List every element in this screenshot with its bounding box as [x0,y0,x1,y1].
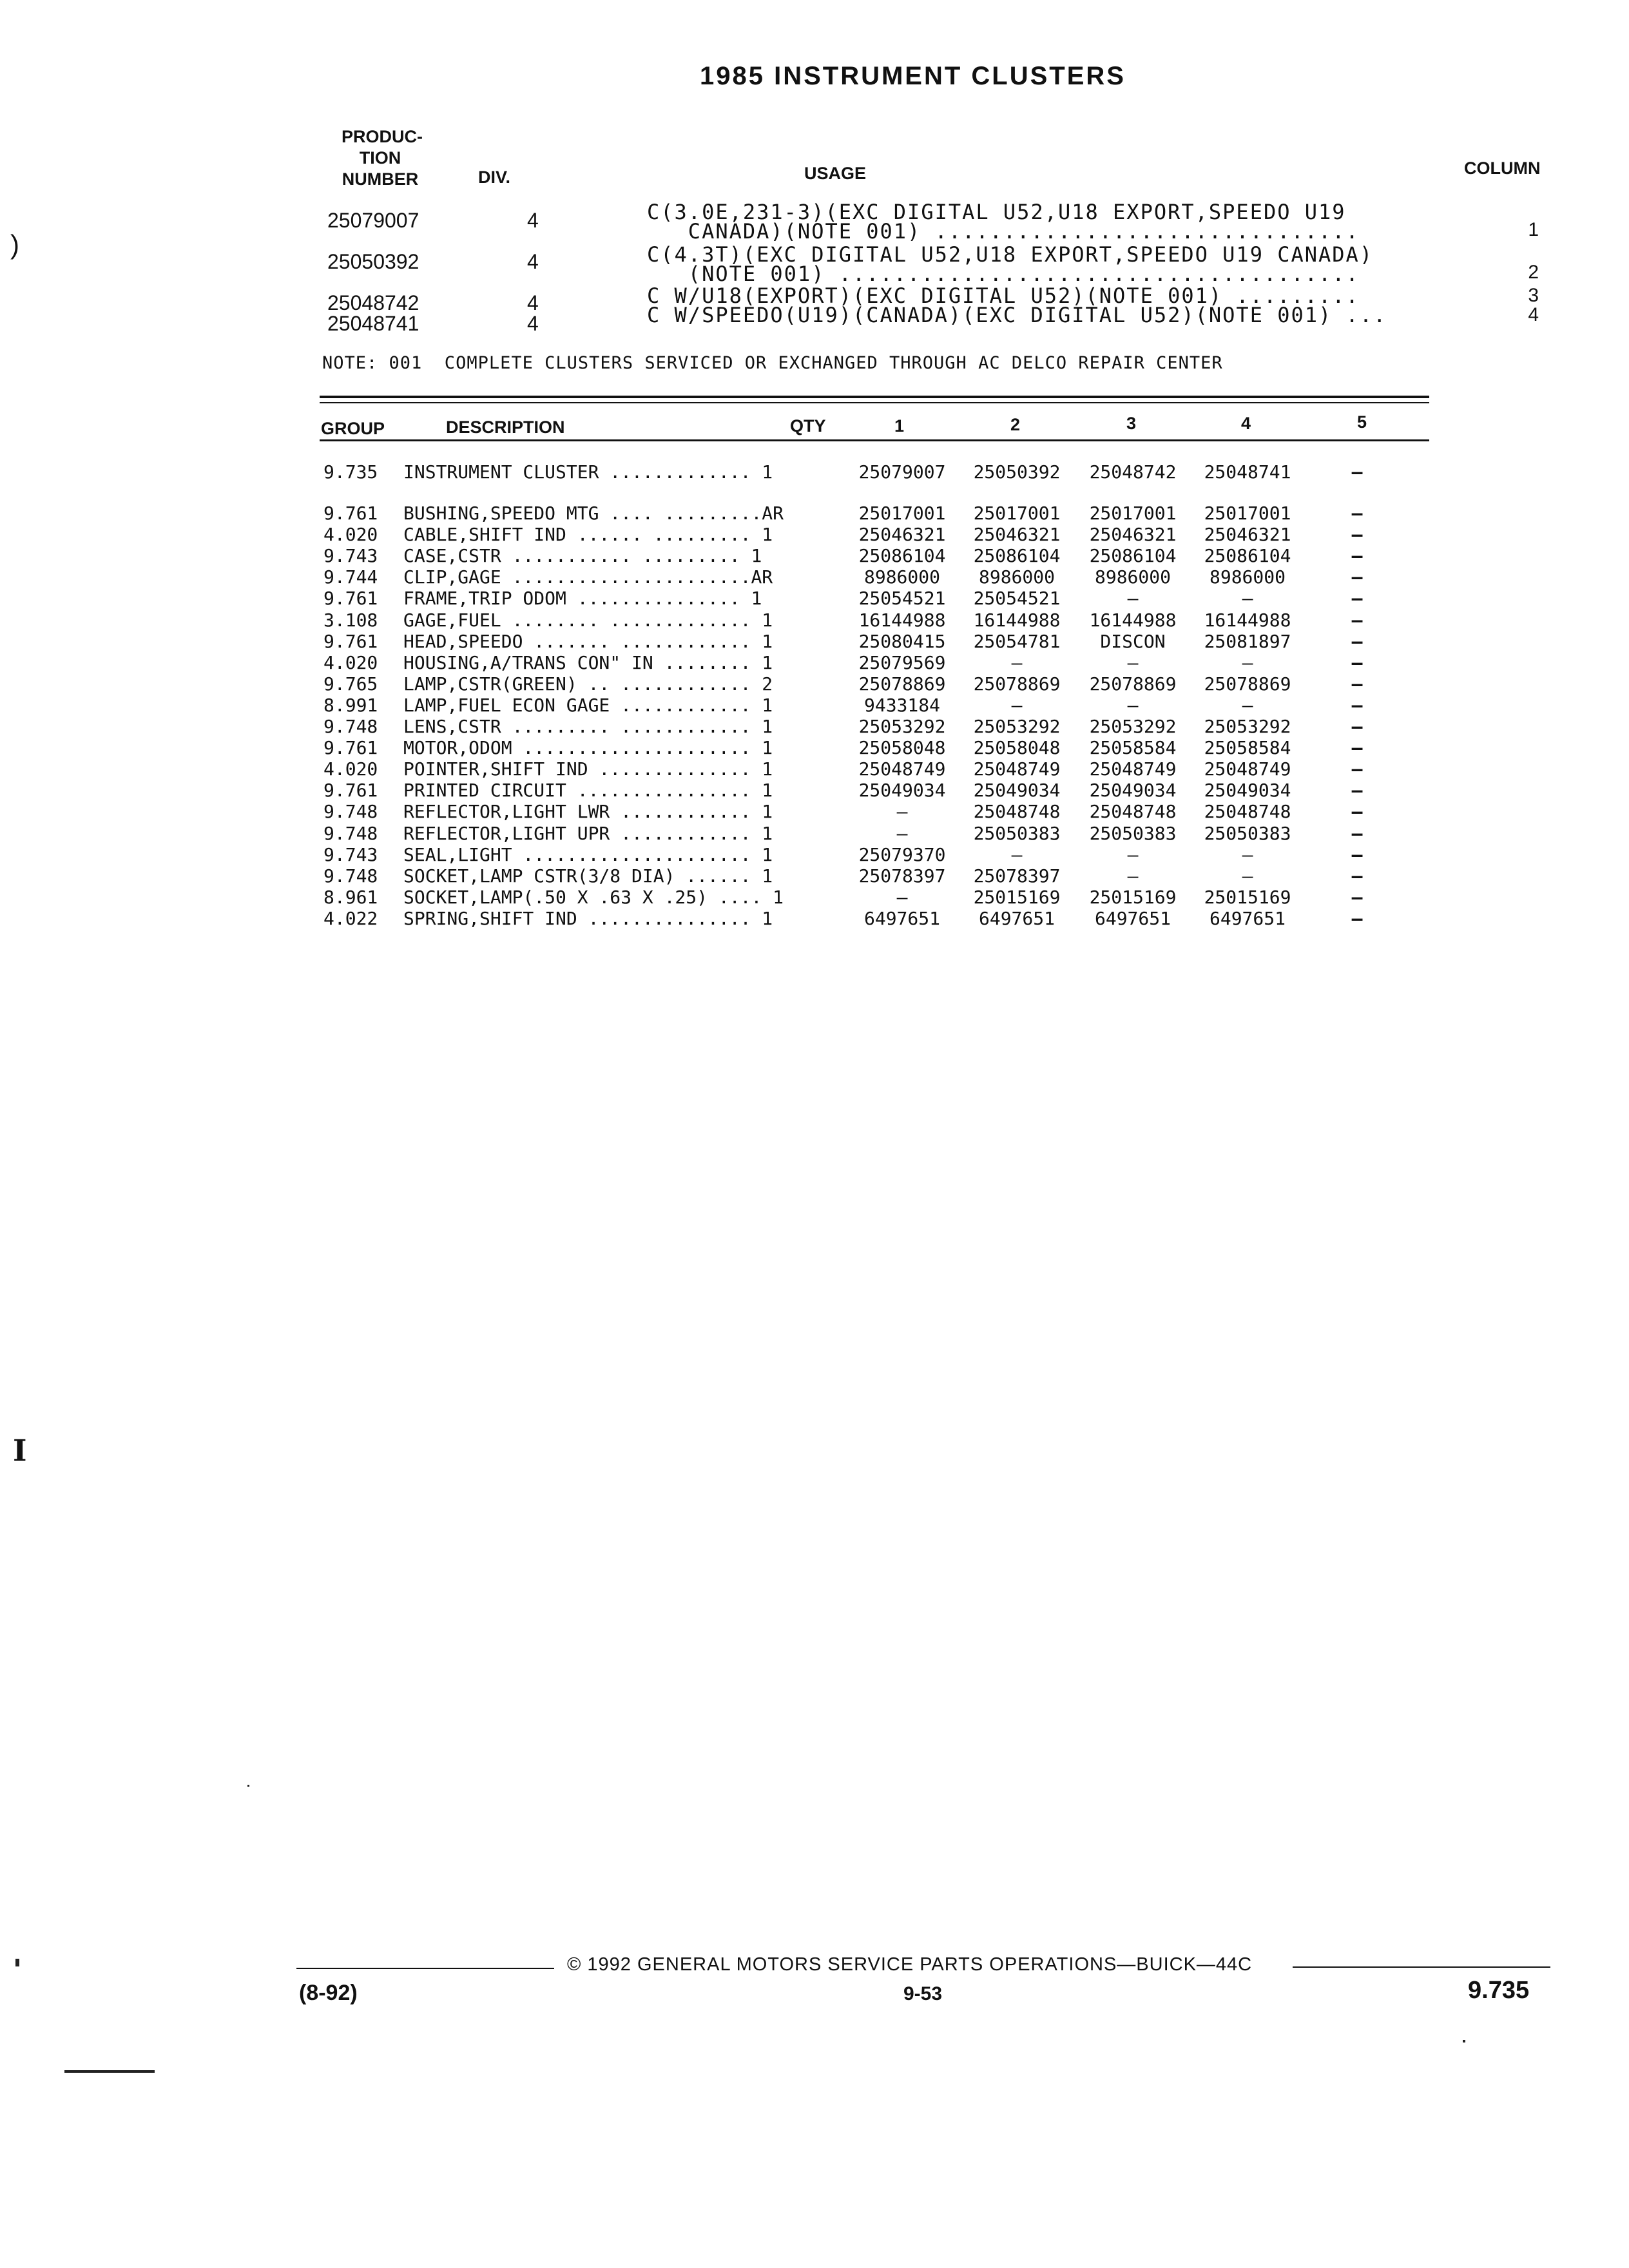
usage-text: C(4.3T)(EXC DIGITAL U52,U18 EXPORT,SPEEDO U19 CANADA) (NOTE 001) ...................................... [647,242,1374,286]
cell-group: 9.744 [323,566,378,588]
scan-speck [1463,2040,1465,2042]
table-row [0,758,1629,780]
cell-col-5: — [1351,566,1363,588]
header-qty: QTY [790,416,826,436]
cell-col-5: — [1351,673,1363,695]
cell-col-2: 25048748 [973,801,1061,823]
cell-col-5: — [1351,609,1363,631]
cell-col-4: 25086104 [1204,545,1291,567]
table-row [0,780,1629,801]
cell-col-3: 25049034 [1089,780,1177,802]
cell-col-5: — [1351,737,1363,759]
cell-col-4: 25048741 [1204,461,1291,483]
cell-description: LAMP,FUEL ECON GAGE ............ 1 [403,694,773,716]
cell-description: LENS,CSTR ......... ............ 1 [403,716,773,737]
cell-col-5: — [1351,716,1363,737]
table-row [0,610,1629,631]
table-header-rule [320,439,1429,441]
usage-column: 3 [1528,285,1539,306]
cell-group: 9.748 [323,822,378,844]
cell-col-3: 25086104 [1089,545,1177,567]
cell-col-5: — [1351,545,1363,567]
cell-col-2: 25050383 [973,822,1061,844]
cell-col-2: 25050392 [973,461,1061,483]
cell-col-3: 25048748 [1089,801,1177,823]
cell-col-2: 25086104 [973,545,1061,567]
table-row [0,673,1629,695]
footer-rule-right [1293,1966,1550,1968]
cell-col-3: — [1127,588,1139,610]
cell-col-4: 8986000 [1209,566,1286,588]
header-description: DESCRIPTION [446,418,565,437]
cell-group: 8.991 [323,694,378,716]
cell-group: 9.761 [323,630,378,652]
cell-col-1: 25046321 [858,524,946,546]
cell-col-1: 25080415 [858,630,946,652]
cell-col-5: — [1351,694,1363,716]
header-production-number: PRODUC- TION NUMBER [342,127,423,189]
cell-col-1: 9433184 [863,694,940,716]
scan-speck [15,1959,19,1966]
cell-col-1: 25017001 [858,503,946,524]
cell-col-1: — [896,886,908,908]
cell-col-1: 25086104 [858,545,946,567]
cell-description: REFLECTOR,LIGHT UPR ............ 1 [403,822,773,844]
header-column: COLUMN [1464,159,1541,178]
cell-col-1: 25078869 [858,673,946,695]
cell-col-1: 25078397 [858,865,946,887]
cell-col-3: 25015169 [1089,886,1177,908]
table-row [0,545,1629,566]
cell-col-5: — [1351,907,1363,929]
cell-col-4: 25015169 [1204,886,1291,908]
cell-col-5: — [1351,780,1363,802]
cell-col-4: 25017001 [1204,503,1291,524]
usage-number: 25048742 [327,291,419,314]
cell-col-2: 25053292 [973,716,1061,737]
cell-description: BUSHING,SPEEDO MTG .... .........AR [403,503,784,524]
table-row [0,652,1629,673]
cell-description: REFLECTOR,LIGHT LWR ............ 1 [403,801,773,823]
cell-col-3: DISCON [1100,630,1166,652]
table-row [0,503,1629,524]
usage-column: 2 [1528,262,1539,283]
cell-col-4: — [1242,651,1253,673]
cell-col-4: 25078869 [1204,673,1291,695]
note-text: NOTE: 001 COMPLETE CLUSTERS SERVICED OR EXCHANGED THROUGH AC DELCO REPAIR CENTER [322,353,1223,373]
usage-div: 4 [527,291,539,314]
cell-col-3: 25078869 [1089,673,1177,695]
cell-col-2: 25017001 [973,503,1061,524]
cell-col-1: 25079007 [858,461,946,483]
cell-col-3: 25046321 [1089,524,1177,546]
cell-description: POINTER,SHIFT IND .............. 1 [403,758,773,780]
cell-col-1: 25058048 [858,737,946,759]
cell-col-5: — [1351,758,1363,780]
cell-col-2: 16144988 [973,609,1061,631]
cell-description: SOCKET,LAMP(.50 X .63 X .25) .... 1 [403,886,784,908]
cell-group: 4.020 [323,758,378,780]
cell-col-2: 25078869 [973,673,1061,695]
cell-col-4: 25048748 [1204,801,1291,823]
cell-col-2: — [1011,651,1023,673]
cell-col-5: — [1351,801,1363,823]
cell-description: SPRING,SHIFT IND ............... 1 [403,907,773,929]
cell-col-4: — [1242,588,1253,610]
table-row [0,865,1629,887]
cell-col-4: 25048749 [1204,758,1291,780]
table-row [0,908,1629,929]
table-top-rule [320,396,1429,398]
cell-col-2: 25049034 [973,780,1061,802]
cell-description: HOUSING,A/TRANS CON" IN ........ 1 [403,651,773,673]
cell-col-5: — [1351,588,1363,610]
cell-group: 8.961 [323,886,378,908]
header-col-1: 1 [894,416,905,436]
cell-col-5: — [1351,651,1363,673]
footer-copyright: © 1992 GENERAL MOTORS SERVICE PARTS OPERATIONS—BUICK—44C [567,1954,1253,1975]
cell-description: CABLE,SHIFT IND ...... ......... 1 [403,524,773,546]
header-col-4: 4 [1241,414,1251,433]
usage-text: C(3.0E,231-3)(EXC DIGITAL U52,U18 EXPORT,SPEEDO U19 CANADA)(NOTE 001) ............................... [647,200,1360,244]
cell-description: CASE,CSTR ........... ......... 1 [403,545,762,567]
cell-description: INSTRUMENT CLUSTER ............. 1 [403,461,773,483]
cell-description: GAGE,FUEL ........ ............. 1 [403,609,773,631]
cell-group: 9.748 [323,716,378,737]
usage-number: 25050392 [327,250,419,273]
cell-col-3: — [1127,843,1139,865]
margin-mark-bracket: I [13,1433,27,1468]
table-row [0,631,1629,652]
usage-div: 4 [527,250,539,273]
cell-col-1: — [896,822,908,844]
table-row [0,844,1629,865]
cell-group: 9.761 [323,780,378,802]
table-row [0,823,1629,844]
cell-group: 9.761 [323,737,378,759]
cell-description: PRINTED CIRCUIT ................ 1 [403,780,773,802]
cell-col-2: — [1011,843,1023,865]
cell-col-3: — [1127,865,1139,887]
cell-description: MOTOR,ODOM ..................... 1 [403,737,773,759]
cell-col-5: — [1351,843,1363,865]
scan-smudge [64,2070,155,2073]
cell-col-5: — [1351,503,1363,524]
cell-col-2: 25058048 [973,737,1061,759]
cell-col-1: 25079569 [858,651,946,673]
cell-col-1: 16144988 [858,609,946,631]
cell-col-4: — [1242,843,1253,865]
cell-col-5: — [1351,461,1363,483]
cell-col-2: 25015169 [973,886,1061,908]
cell-col-4: — [1242,865,1253,887]
table-row [0,695,1629,716]
cell-col-1: 8986000 [863,566,940,588]
cell-col-1: — [896,801,908,823]
cell-group: 9.765 [323,673,378,695]
footer-page-number: 9-53 [903,1983,943,2004]
cell-group: 9.735 [323,461,378,483]
table-row [0,801,1629,822]
header-usage: USAGE [804,164,867,183]
table-row [0,588,1629,609]
usage-div: 4 [527,312,539,335]
cell-col-3: — [1127,694,1139,716]
footer-section-number: 9.735 [1468,1977,1530,2004]
cell-group: 4.022 [323,907,378,929]
table-row [0,461,1629,483]
cell-col-5: — [1351,822,1363,844]
table-row [0,737,1629,758]
cell-col-2: 25054781 [973,630,1061,652]
margin-mark-paren: ) [10,229,19,260]
header-col-2: 2 [1010,415,1021,434]
table-row [0,524,1629,545]
cell-col-2: 25078397 [973,865,1061,887]
usage-div: 4 [527,209,539,232]
cell-col-5: — [1351,630,1363,652]
usage-column: 1 [1528,219,1539,240]
cell-description: SOCKET,LAMP CSTR(3/8 DIA) ...... 1 [403,865,773,887]
cell-col-4: 25046321 [1204,524,1291,546]
header-col-3: 3 [1126,414,1137,433]
cell-col-2: 25046321 [973,524,1061,546]
cell-group: 9.761 [323,588,378,610]
table-row [0,887,1629,908]
table-row [0,716,1629,737]
scan-speck [247,1785,249,1787]
cell-col-1: 25049034 [858,780,946,802]
cell-description: FRAME,TRIP ODOM ............... 1 [403,588,762,610]
cell-description: SEAL,LIGHT ..................... 1 [403,843,773,865]
cell-group: 4.020 [323,651,378,673]
cell-col-1: 25054521 [858,588,946,610]
cell-col-4: — [1242,694,1253,716]
cell-col-4: 16144988 [1204,609,1291,631]
cell-description: CLIP,GAGE ......................AR [403,566,773,588]
cell-description: HEAD,SPEEDO ....... ............ 1 [403,630,773,652]
cell-col-5: — [1351,865,1363,887]
cell-group: 9.761 [323,503,378,524]
cell-col-5: — [1351,886,1363,908]
cell-group: 3.108 [323,609,378,631]
header-div: DIV. [478,168,511,187]
usage-column: 4 [1528,304,1539,325]
cell-col-4: 6497651 [1209,907,1286,929]
cell-col-3: 6497651 [1094,907,1171,929]
cell-col-4: 25053292 [1204,716,1291,737]
usage-text: C W/U18(EXPORT)(EXC DIGITAL U52)(NOTE 001) ......... [647,284,1360,308]
cell-group: 9.748 [323,801,378,823]
cell-col-2: 25054521 [973,588,1061,610]
cell-col-2: 6497651 [978,907,1055,929]
cell-col-3: 16144988 [1089,609,1177,631]
cell-col-2: 8986000 [978,566,1055,588]
header-group: GROUP [321,419,385,438]
usage-number: 25048741 [327,312,419,335]
cell-col-1: 25079370 [858,843,946,865]
cell-col-4: 25058584 [1204,737,1291,759]
cell-col-1: 25053292 [858,716,946,737]
cell-description: LAMP,CSTR(GREEN) .. ............ 2 [403,673,773,695]
cell-group: 9.748 [323,865,378,887]
cell-col-3: 25048742 [1089,461,1177,483]
footer-date: (8-92) [299,1981,358,2005]
cell-group: 9.743 [323,545,378,567]
cell-col-3: 25050383 [1089,822,1177,844]
cell-group: 9.743 [323,843,378,865]
page-title: 1985 INSTRUMENT CLUSTERS [700,62,1126,90]
cell-col-2: 25048749 [973,758,1061,780]
cell-group: 4.020 [323,524,378,546]
cell-col-5: — [1351,524,1363,546]
table-top-rule-thin [320,402,1429,403]
footer-rule-left [296,1968,554,1969]
table-row [0,566,1629,588]
cell-col-4: 25050383 [1204,822,1291,844]
usage-number: 25079007 [327,209,419,232]
cell-col-3: 8986000 [1094,566,1171,588]
cell-col-3: 25053292 [1089,716,1177,737]
cell-col-3: 25017001 [1089,503,1177,524]
cell-col-3: 25048749 [1089,758,1177,780]
usage-text: C W/SPEEDO(U19)(CANADA)(EXC DIGITAL U52)(NOTE 001) ... [647,303,1387,327]
cell-col-2: — [1011,694,1023,716]
cell-col-3: — [1127,651,1139,673]
cell-col-1: 6497651 [863,907,940,929]
cell-col-1: 25048749 [858,758,946,780]
header-col-5: 5 [1357,412,1367,432]
cell-col-4: 25049034 [1204,780,1291,802]
cell-col-3: 25058584 [1089,737,1177,759]
cell-col-4: 25081897 [1204,630,1291,652]
